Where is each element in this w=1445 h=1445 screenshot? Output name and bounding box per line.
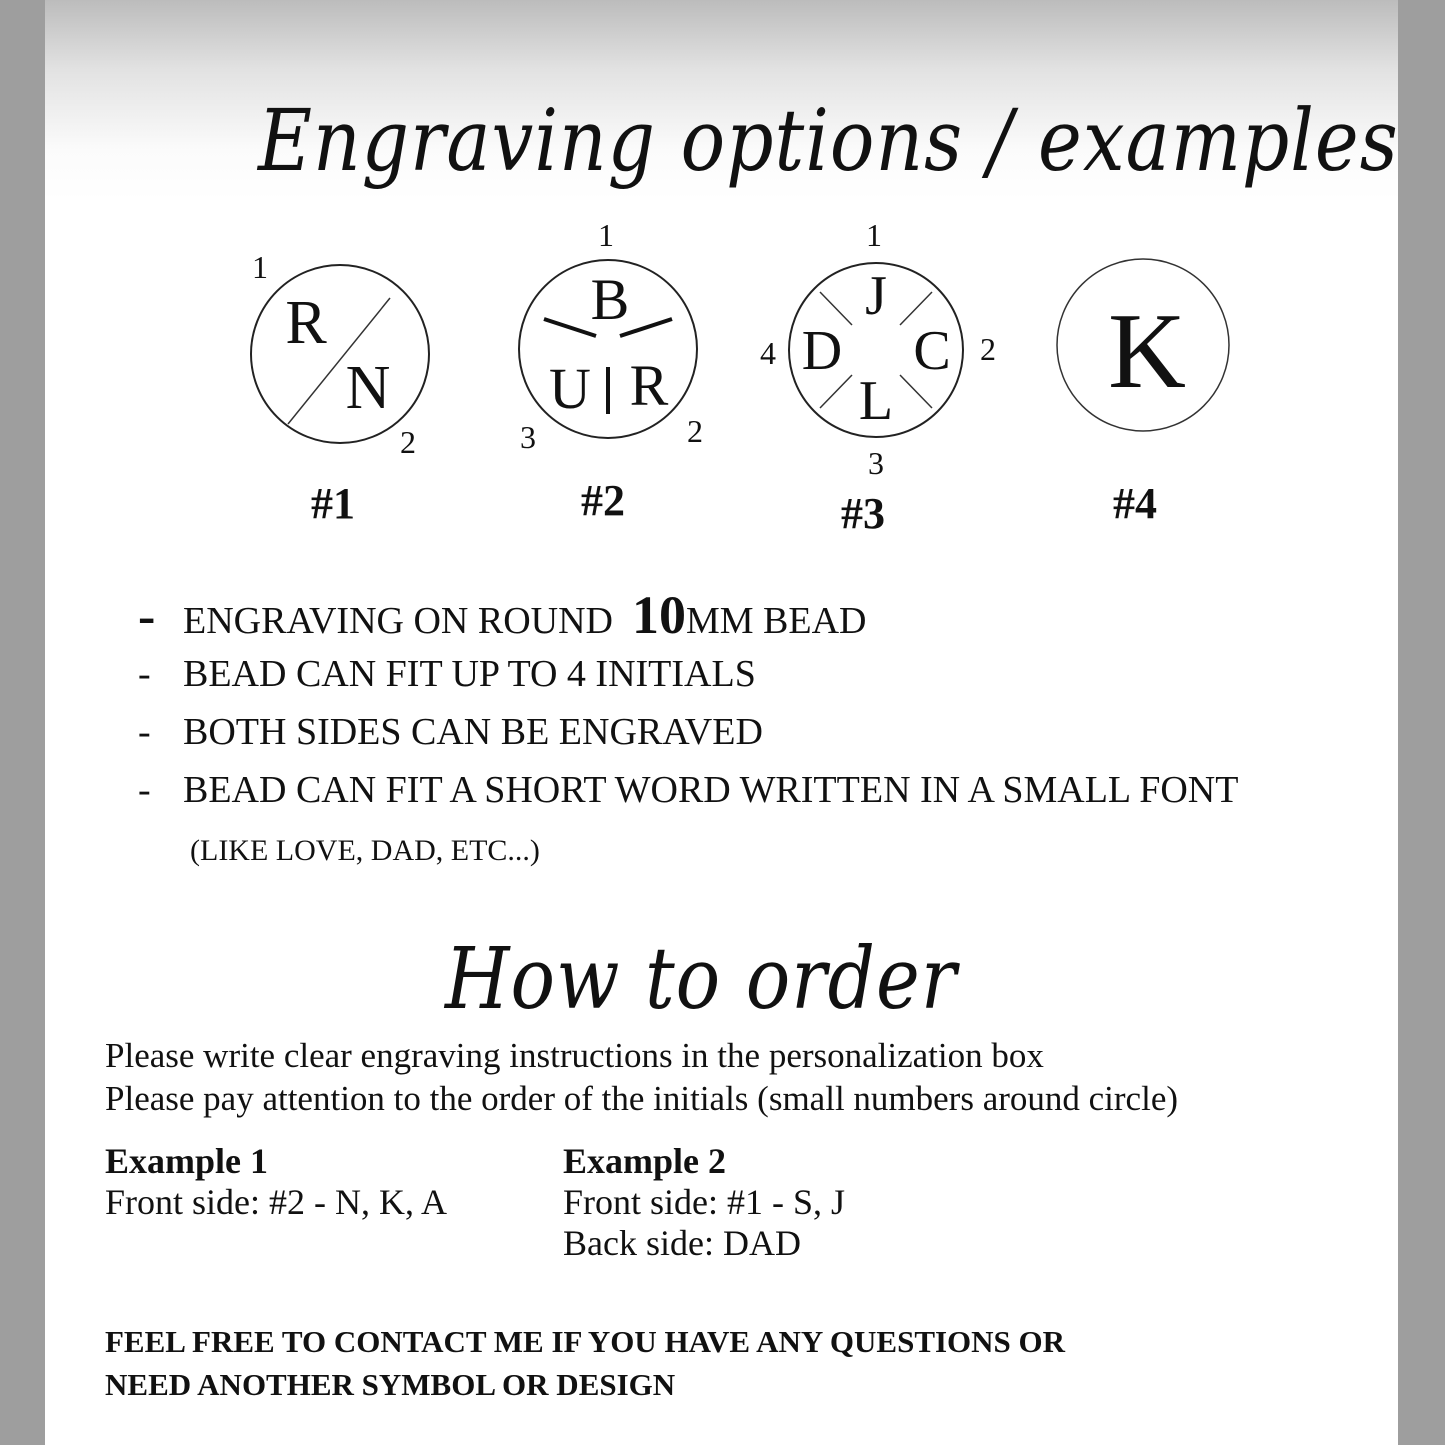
design-3-letter-1: J <box>865 265 887 327</box>
design-3-order-4: 4 <box>760 335 776 371</box>
design-1-order-2: 2 <box>400 424 416 460</box>
design-3-order-2: 2 <box>980 331 996 367</box>
design-3-diagram <box>750 212 1010 482</box>
bullet-initials <box>138 652 756 696</box>
bullet-dash: - <box>138 653 151 695</box>
design-1-diagram <box>240 240 440 470</box>
example-1-title: Example 1 <box>105 1141 269 1181</box>
bullet-dash: - <box>138 769 151 811</box>
bullet-short-word <box>138 768 1238 812</box>
bullet-bead-size <box>138 584 867 646</box>
design-3-order-3: 3 <box>868 445 884 481</box>
design-3-label: #3 <box>841 489 885 538</box>
bullet-short-word-text: BEAD CAN FIT A SHORT WORD WRITTEN IN A SMALL FONT <box>183 769 1239 811</box>
design-1-letter-2: N <box>345 354 391 422</box>
design-4-diagram <box>1050 255 1240 440</box>
design-2-letter-2: R <box>629 353 669 418</box>
example-2-front: Front side: #1 - S, J <box>563 1182 846 1222</box>
example-2-title: Example 2 <box>563 1141 727 1181</box>
example-2 <box>563 1141 845 1264</box>
contact-note <box>105 1320 1065 1406</box>
design-1-label: #1 <box>311 479 355 528</box>
design-2-order-1: 1 <box>598 217 614 253</box>
page-title: Engraving options / examples <box>258 92 1399 191</box>
instruction-line-1: Please write clear engraving instructions in the personalization box <box>105 1036 1044 1075</box>
bullet-bead-size-prefix: ENGRAVING ON ROUND <box>183 600 613 642</box>
design-3-letter-2: C <box>913 320 951 382</box>
contact-line-2: NEED ANOTHER SYMBOL OR DESIGN <box>105 1367 676 1402</box>
bead-size-value: 10 <box>631 585 686 645</box>
how-to-order-title: How to order <box>445 930 958 1029</box>
design-2-label: #2 <box>581 476 625 525</box>
example-1-front: Front side: #2 - N, K, A <box>105 1182 447 1222</box>
design-3-order-1: 1 <box>866 217 882 253</box>
bullet-both-sides <box>138 710 763 754</box>
contact-line-1: FEEL FREE TO CONTACT ME IF YOU HAVE ANY QUESTIONS OR <box>105 1324 1066 1359</box>
bullet-both-sides-text: BOTH SIDES CAN BE ENGRAVED <box>183 711 763 753</box>
design-1-order-1: 1 <box>252 249 268 285</box>
bullet-initials-text: BEAD CAN FIT UP TO 4 INITIALS <box>183 653 756 695</box>
design-2-order-3: 3 <box>520 419 536 455</box>
design-4-letter-1: K <box>1108 292 1186 411</box>
example-1 <box>105 1141 447 1223</box>
example-2-back: Back side: DAD <box>563 1223 801 1263</box>
design-3-letter-4: D <box>801 320 843 382</box>
design-1-letter-1: R <box>285 289 327 357</box>
design-4-label: #4 <box>1113 479 1157 528</box>
bullet-bead-size-suffix: MM BEAD <box>685 600 867 642</box>
bullet-dash: - <box>138 588 156 645</box>
design-2-letter-3: U <box>549 356 591 421</box>
design-3-letter-3: L <box>858 370 894 432</box>
design-2-letter-1: B <box>590 267 630 332</box>
design-2-order-2: 2 <box>687 413 703 449</box>
design-2-diagram <box>508 212 718 462</box>
bullet-dash: - <box>138 711 151 753</box>
bullet-note: (LIKE LOVE, DAD, ETC...) <box>190 834 540 867</box>
instruction-line-2: Please pay attention to the order of the initials (small numbers around circle) <box>105 1079 1179 1118</box>
